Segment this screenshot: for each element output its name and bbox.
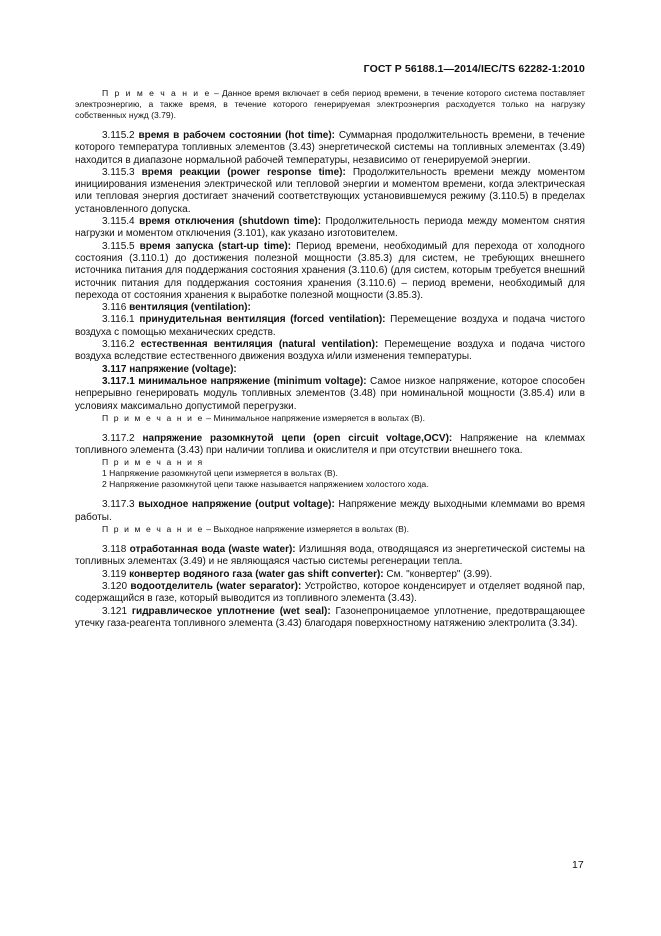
document-body (75, 88, 585, 630)
standard-header: ГОСТ Р 56188.1—2014/IEC/TS 62282-1:2010 (363, 63, 585, 75)
entry-3-117-1: 3.117.1 минимальное напряжение (minimum voltage): Самое низкое напряжение, которое способен непрерывно генерировать модуль топливных элементов (3.48) при номинальной мощности (3.85.4) или в условиях максимально допустимой перегрузки. (75, 375, 586, 412)
term: напряжение (voltage): (129, 363, 237, 375)
note-label: П р и м е ч а н и е (102, 412, 204, 423)
entry-3-117-2: 3.117.2 напряжение разомкнутой цепи (open circuit voltage,OCV): Напряжение на клеммах топливного элемента (3.43) при наличии топлива и окислителя и при отсутствии внешнего тока. (75, 432, 585, 457)
term: естественная вентиляция (natural ventilation): (140, 339, 379, 351)
entry-3-116-2: 3.116.2 естественная вентиляция (natural ventilation): Перемещение воздуха и подача чистого воздуха вследствие естественного движения воздуха и/или изменения температуры. (75, 339, 586, 363)
term: время реакции (power response time): (141, 166, 346, 178)
note-ocv-2: 2 Напряжение разомкнутой цепи также называется напряжением холостого хода. (102, 479, 429, 490)
entry-3-117-3: 3.117.3 выходное напряжение (output voltage): Напряжение между выходными клеммами во время работы. (75, 499, 586, 523)
term: отработанная вода (waste water): (129, 544, 296, 556)
term: минимальное напряжение (minimum voltage): (138, 375, 367, 387)
entry-3-115-3: 3.115.3 время реакции (power response time): Продолжительность времени между моментом инициирования изменения электрической или тепловой энергии и моментом времени, когда электрическая или тепловая энергия достигает значений соответствующих установившемуся режиму (3.110.5) в пределах установленного допуска. (75, 166, 585, 215)
note-label: П р и м е ч а н и е (102, 88, 211, 98)
term: время отключения (shutdown time): (139, 216, 322, 228)
entry-3-115-4: 3.115.4 время отключения (shutdown time): Продолжительность периода между моментом снятия нагрузки и моментом отключения (3.101), как указано изготовителем. (75, 216, 585, 240)
note-text: – Данное время включает в себя период времени, в течение которого система поставляет электроэнергию, а также время, в течение которого генерируемая электроэнергия расходуется только на нагрузку собственных нужд (3.79). (75, 88, 585, 120)
note-top (75, 88, 585, 121)
entry-3-121: 3.121 гидравлическое уплотнение (wet seal): Газонепроницаемое уплотнение, предотвращающее утечку газа-реагента топливного элемента (3.43) благодаря поверхностному натяжению электролита (3.34). (75, 605, 586, 629)
term: время запуска (start-up time): (139, 240, 292, 252)
entry-3-118: 3.118 отработанная вода (waste water): Излишняя вода, отводящаяся из энергетической системы на топливных элементах (3.49) и не являющаяся частью системы регенерации тепла. (75, 544, 585, 568)
note-ocv-1: 1 Напряжение разомкнутой цепи измеряется в вольтах (В). (102, 468, 338, 479)
entry-3-117: 3.117 напряжение (voltage): (102, 363, 237, 375)
term: вентиляция (ventilation): (129, 302, 251, 314)
note-output-voltage: П р и м е ч а н и е – Выходное напряжение измеряется в вольтах (В). (102, 524, 410, 535)
entry-3-116: 3.116 вентиляция (ventilation): (102, 302, 251, 314)
term: конвертер водяного газа (water gas shift converter): (129, 568, 384, 580)
term: время в рабочем состоянии (hot time): (138, 130, 336, 141)
term: гидравлическое уплотнение (wet seal): (131, 605, 331, 617)
term: выходное напряжение (output voltage): (138, 499, 335, 511)
notes-label: П р и м е ч а н и я (102, 457, 204, 468)
term: водоотделитель (water separator): (130, 580, 302, 592)
entry-3-115-5: 3.115.5 время запуска (start-up time): Период времени, необходимый для перехода от холодного состояния (3.110.1) до достижения полезной мощности (3.85.3) для систем, не требующих внешнего источника питания для поддержания состояния хранения (3.110.6) (для систем, которым требуется внешний источник питания для поддержания состояния хранения (3.110.6) – период времени, необходимый для перехода от состояния хранения к выработке полезной мощности (3.85.3). (75, 240, 585, 301)
entry-3-115-2: 3.115.2 время в рабочем состоянии (hot time): Суммарная продолжительность времени, в течение которого температура топливных элементов (3.43) энергетической системы на топливных элементах (3.49) находится в диапазоне нормальной рабочей температуры, независимо от генерируемой энергии. (75, 130, 585, 166)
page-number: 17 (572, 859, 584, 871)
entry-3-119: 3.119 конвертер водяного газа (water gas shift converter): См. "конвертер" (3.99). (102, 568, 493, 580)
entry-3-116-1: 3.116.1 принудительная вентиляция (forced ventilation): Перемещение воздуха и подача чистого воздуха с помощью механических средств. (75, 314, 586, 338)
note-min-voltage: П р и м е ч а н и е – Минимальное напряжение измеряется в вольтах (В). (102, 412, 426, 423)
term: напряжение разомкнутой цепи (open circuit voltage,OCV): (142, 432, 453, 444)
term: принудительная вентиляция (forced ventilation): (139, 314, 386, 326)
entry-3-120: 3.120 водоотделитель (water separator): Устройство, которое конденсирует и отделяет водяной пар, содержащийся в газе, который выводится из топливного элемента (3.43). (75, 580, 586, 605)
note-label: П р и м е ч а н и е (102, 524, 204, 535)
